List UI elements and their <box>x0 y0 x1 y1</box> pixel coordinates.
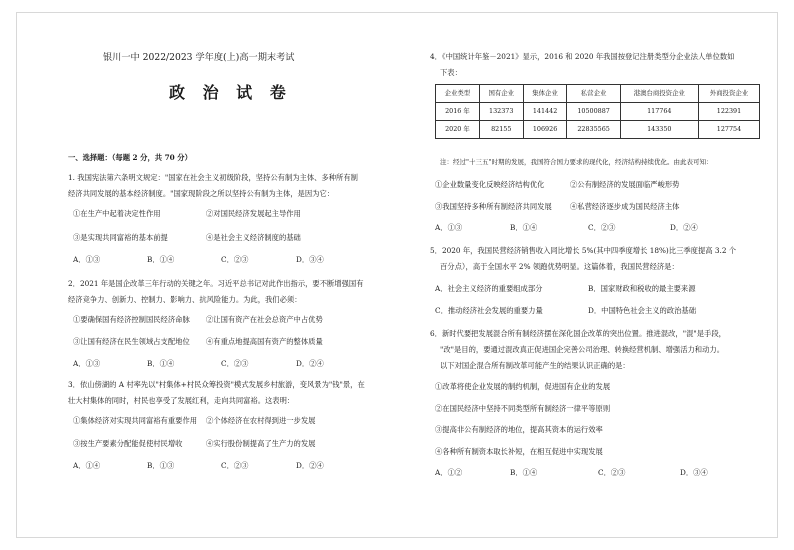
table-header-cell: 私营企业 <box>567 85 620 103</box>
answer-choice: B．①③ <box>147 461 175 470</box>
table-header-row <box>436 85 760 103</box>
enterprise-data-table <box>435 84 760 139</box>
table-row <box>436 103 760 121</box>
answer-choice: D．③④ <box>680 468 708 477</box>
option-statement: ②个体经济在农村得到进一步发展 <box>206 416 316 425</box>
question-stem: 以下对国企混合所有制改革可能产生的结果认识正确的是： <box>440 361 630 370</box>
answer-choice: C．②③ <box>221 255 249 264</box>
table-header-cell: 集体企业 <box>523 85 567 103</box>
option-statement: ④实行股份制提高了生产力的发展 <box>206 439 316 448</box>
answer-choice: A．①④ <box>73 461 101 470</box>
question-stem: 下表： <box>440 68 462 77</box>
answer-choice: B．国家财政和税收的最主要来源 <box>588 284 696 293</box>
question-stem: 2．2021 年是国企改革三年行动的关键之年。习近平总书记对此作出指示，要不断增强国有 <box>68 279 364 288</box>
option-statement: ③是实现共同富裕的基本前提 <box>73 233 168 242</box>
answer-choice: B．①④ <box>510 223 538 232</box>
answer-choice: D．②④ <box>296 359 324 368</box>
table-cell: 127754 <box>698 121 759 139</box>
answer-choice: D．③④ <box>296 255 324 264</box>
table-cell: 141442 <box>523 103 567 121</box>
option-statement: ②对国民经济发展起主导作用 <box>206 209 301 218</box>
answer-choice: C．②③ <box>598 468 626 477</box>
subject-title: 政 治 试 卷 <box>169 83 292 102</box>
answer-choice: C．②③ <box>221 359 249 368</box>
table-header-cell: 外商投资企业 <box>698 85 759 103</box>
option-statement: ①改革将使企业发展的制约机制，促进国有企业的发展 <box>435 382 611 391</box>
table-cell: 132373 <box>479 103 523 121</box>
table-cell: 82155 <box>479 121 523 139</box>
table-note: 注：经过"十三五"时期的发展，我国符合国力要求的现代化，经济结构持续优化。由此表可知： <box>440 158 713 166</box>
option-statement: ①在生产中起着决定性作用 <box>73 209 161 218</box>
school-exam-title: 银川一中 2022/2023 学年度(上)高一期末考试 <box>103 52 295 63</box>
table-cell: 2016 年 <box>436 103 480 121</box>
option-statement: ②让国有资产在社会总资产中占优势 <box>206 315 323 324</box>
table-header-cell: 国有企业 <box>479 85 523 103</box>
option-statement: ①企业数量变化反映经济结构优化 <box>435 180 545 189</box>
answer-choice: B．①④ <box>510 468 538 477</box>
question-stem: 3．依山傍湖的 A 村率先以"村集体+村民众筹投资"模式发展乡村旅游，变风景为"钱"景，在 <box>68 380 365 389</box>
question-stem: 1. 我国宪法第六条明文规定："国家在社会主义初级阶段，坚持公有制为主体、多种所有制 <box>68 173 358 182</box>
answer-choice: C．推动经济社会发展的重要力量 <box>435 306 543 315</box>
question-stem: "改"是目的，要通过混改真正促进国企完善公司治理、转换经营机制、增强活力和动力。 <box>440 345 724 354</box>
table-cell: 117764 <box>620 103 698 121</box>
answer-choice: A．①③ <box>73 359 101 368</box>
answer-choice: A．①③ <box>435 223 463 232</box>
option-statement: ②公有制经济的发展面临严峻形势 <box>570 180 680 189</box>
option-statement: ②在国民经济中坚持不同类型所有制经济一律平等原则 <box>435 404 611 413</box>
answer-choice: B．①④ <box>147 255 175 264</box>
option-statement: ④各种所有制资本取长补短，在相互促进中实现发展 <box>435 447 603 456</box>
table-cell: 2020 年 <box>436 121 480 139</box>
answer-choice: D．中国特色社会主义的政治基础 <box>588 306 697 315</box>
question-stem: 4．《中国统计年鉴－2021》显示，2016 和 2020 年我国按登记注册类型分企业法人单位数如 <box>430 52 735 61</box>
answer-choice: A．①② <box>435 468 463 477</box>
table-cell: 10500887 <box>567 103 620 121</box>
option-statement: ③让国有经济在民生领域占支配地位 <box>73 337 190 346</box>
answer-choice: A．社会主义经济的重要组成部分 <box>435 284 543 293</box>
option-statement: ④私营经济逐步成为国民经济主体 <box>570 202 680 211</box>
table-header-cell: 港澳台商投资企业 <box>620 85 698 103</box>
answer-choice: D．②④ <box>296 461 324 470</box>
table-cell: 122391 <box>698 103 759 121</box>
answer-choice: B．①④ <box>147 359 175 368</box>
question-stem: 百分点），高于全国水平 2% 领跑优势明显。这篇体着，我国民营经济是： <box>440 262 679 271</box>
table-cell: 143350 <box>620 121 698 139</box>
table-cell: 106926 <box>523 121 567 139</box>
option-statement: ①集体经济对实现共同富裕有重要作用 <box>73 416 198 425</box>
table-row <box>436 121 760 139</box>
option-statement: ④是社会主义经济制度的基础 <box>206 233 301 242</box>
question-stem: 5．2020 年，我国民营经济销售收入同比增长 5%(其中四季度增长 18%)比三季度提高 3.2 个 <box>430 246 737 255</box>
option-statement: ③提高非公有制经济的地位，提高其资本的运行效率 <box>435 425 603 434</box>
table-cell: 22835565 <box>567 121 620 139</box>
answer-choice: D．②④ <box>670 223 698 232</box>
question-stem: 经济竞争力、创新力、控制力、影响力、抗风险能力。为此，我们必须： <box>68 295 302 304</box>
answer-choice: A．①③ <box>73 255 101 264</box>
answer-choice: C．②③ <box>221 461 249 470</box>
question-stem: 壮大村集体的同时，村民也享受了发展红利，走向共同富裕。这表明： <box>68 396 295 405</box>
option-statement: ③按生产要素分配能促使村民增收 <box>73 439 183 448</box>
answer-choice: C．②③ <box>588 223 616 232</box>
table-header-cell: 企业类型 <box>436 85 480 103</box>
section-heading: 一、选择题：（每题 2 分，共 70 分） <box>68 153 192 162</box>
question-stem: 经济共同发展的基本经济制度。"国家现阶段之所以坚持公有制为主体，是因为它： <box>68 189 335 198</box>
option-statement: ③我国坚持多种所有制经济共同发展 <box>435 202 552 211</box>
question-stem: 6．新时代要把发展混合所有制经济摆在深化国企改革的突出位置。推进混改，"混"是手段， <box>430 329 726 338</box>
option-statement: ④有重点地提高国有资产的整体质量 <box>206 337 323 346</box>
option-statement: ①要确保国有经济控制国民经济命脉 <box>73 315 190 324</box>
